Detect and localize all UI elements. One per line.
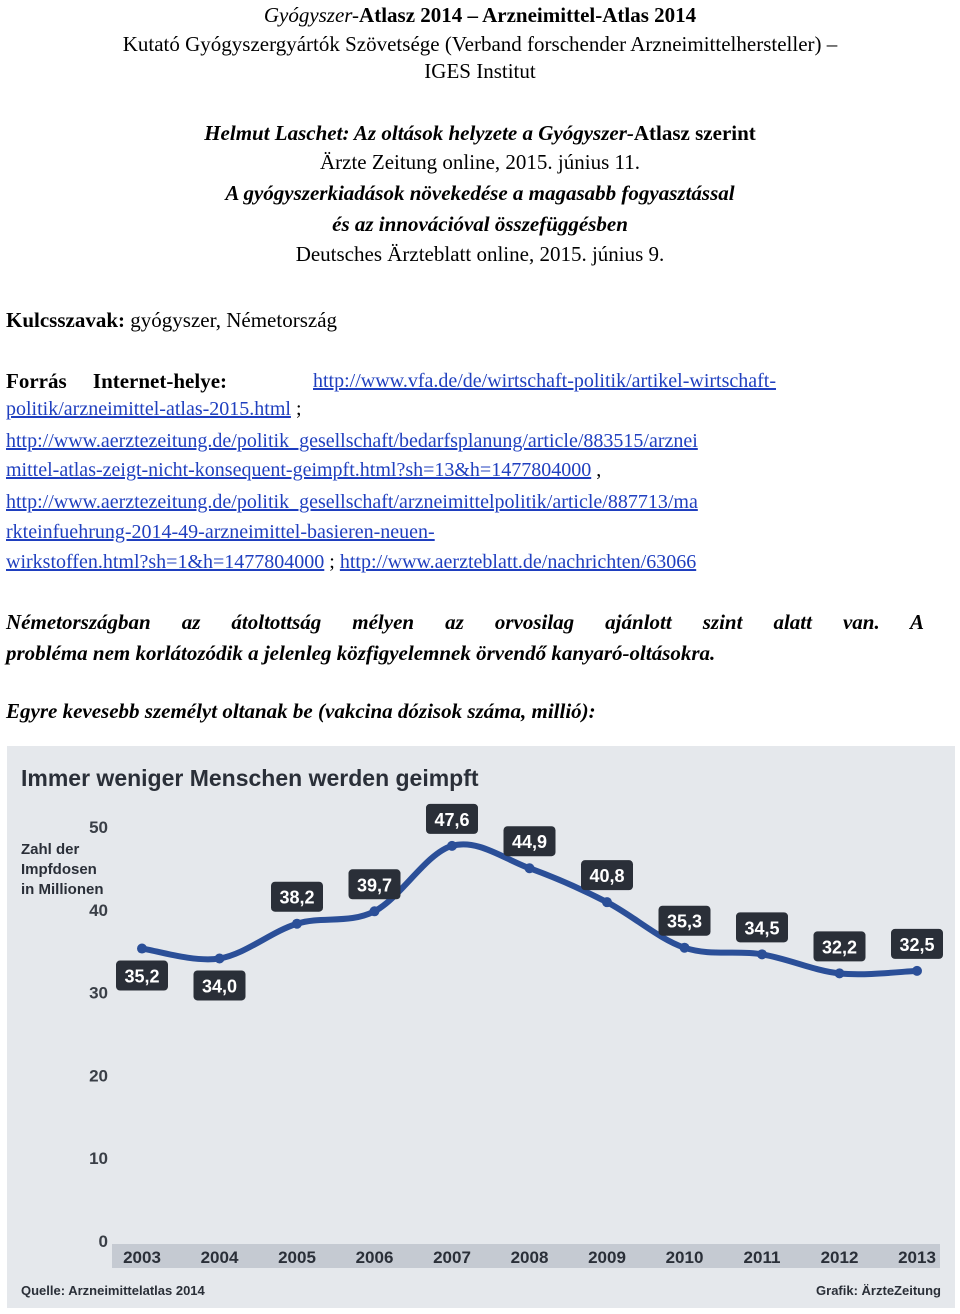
data-point-2011 (757, 949, 767, 959)
data-point-2004 (215, 953, 225, 963)
chart-credit: Grafik: ÄrzteZeitung (816, 1283, 941, 1298)
x-tick-label-2003: 2003 (123, 1248, 161, 1267)
data-label-2006: 39,7 (356, 875, 393, 896)
chart-svg (7, 746, 955, 1308)
article1-title-part2: Atlasz szerint (633, 121, 756, 145)
data-point-2007 (447, 841, 457, 851)
source-link-3-line3[interactable] (6, 549, 696, 575)
article1-title-part1: Helmut Laschet: Az oltások helyzete a Gyógyszer- (204, 121, 634, 145)
source-link-3c[interactable]: wirkstoffen.html?sh=1&h=1477804000 (6, 551, 325, 573)
x-tick-label-2010: 2010 (665, 1248, 704, 1267)
article2-title-line1: A gyógyszerkiadások növekedése a magasabb fogyasztással (225, 181, 735, 205)
chart-source-note: Quelle: Arzneimittelatlas 2014 (21, 1283, 205, 1298)
source-link-2-line2[interactable] (6, 457, 601, 483)
x-tick-label-2009: 2009 (588, 1248, 626, 1267)
y-tick-label-40: 40 (89, 900, 108, 920)
data-label-2007: 47,6 (434, 809, 470, 830)
data-label-2004: 34,0 (201, 976, 238, 997)
article1-source: Ärzte Zeitung online, 2015. június 11. (319, 150, 640, 174)
x-tick-label-2013: 2013 (898, 1248, 936, 1267)
separator-2: , (591, 459, 602, 481)
article2-source: Deutsches Ärzteblatt online, 2015. június 9. (295, 242, 665, 266)
keywords-value: gyógyszer, Németország (125, 308, 338, 332)
data-label-2010: 35,3 (666, 911, 703, 932)
data-label-2009: 40,8 (589, 866, 625, 887)
data-point-2006 (370, 906, 380, 916)
summary-line2: probléma nem korlátozódik a jelenleg közfigyelemnek örvendő kanyaró-oltásokra. (6, 641, 716, 665)
data-point-2003 (137, 944, 147, 954)
data-point-2009 (602, 897, 612, 907)
source-link-2a[interactable]: http://www.aerztezeitung.de/politik_gesellschaft/bedarfsplanung/article/883515/arznei (6, 430, 698, 452)
keywords (6, 307, 337, 333)
data-label-2013: 32,5 (899, 934, 935, 955)
y-tick-label-10: 10 (89, 1149, 108, 1169)
data-point-2010 (680, 943, 690, 953)
source-link-1a[interactable]: http://www.vfa.de/de/wirtschaft-politik/artikel-wirtschaft- (313, 370, 777, 392)
source-link-1b[interactable]: politik/arzneimittel-atlas-2015.html (6, 398, 291, 420)
data-label-2005: 38,2 (279, 887, 315, 908)
y-tick-label-20: 20 (89, 1066, 108, 1086)
data-label-2012: 32,2 (821, 937, 858, 958)
y-axis-label-line-1: Zahl der (21, 841, 80, 858)
y-axis-label-line-2: Impfdosen (21, 861, 97, 878)
data-label-2011: 34,5 (744, 918, 780, 939)
source-link-3b[interactable]: rkteinfuehrung-2014-49-arzneimittel-basieren-neuen- (6, 521, 435, 543)
source-label: Forrás Internet-helye: (6, 369, 228, 393)
separator-3: ; (324, 551, 340, 573)
source-link-3-line2[interactable] (6, 519, 435, 545)
figure-caption: Egyre kevesebb személyt oltanak be (vakcina dózisok száma, millió): (6, 699, 596, 723)
x-tick-label-2005: 2005 (278, 1248, 316, 1267)
atlas-title (0, 2, 960, 28)
data-point-2005 (292, 919, 302, 929)
atlas-title-part1: Gyógyszer- (263, 3, 360, 27)
chart-title: Immer weniger Menschen werden geimpft (21, 765, 479, 791)
x-tick-label-2012: 2012 (820, 1248, 859, 1267)
vaccination-chart (7, 746, 955, 1308)
source-link-3a[interactable]: http://www.aerztezeitung.de/politik_gesellschaft/arzneimittelpolitik/article/887713/ma (6, 491, 698, 513)
x-tick-label-2011: 2011 (743, 1248, 781, 1267)
separator-1: ; (290, 398, 302, 420)
source-link-4[interactable]: http://www.aerzteblatt.de/nachrichten/63066 (339, 551, 697, 573)
source-link-3-line1[interactable] (6, 489, 698, 515)
source-link-1-line2[interactable] (6, 396, 302, 422)
keywords-label: Kulcsszavak: (6, 308, 126, 332)
data-point-2012 (835, 968, 845, 978)
data-point-2013 (912, 966, 922, 976)
data-label-2008: 44,9 (511, 832, 548, 853)
data-label-2003: 35,2 (124, 966, 160, 987)
y-tick-label-50: 50 (89, 818, 108, 837)
article2-title-line2: és az innovációval összefüggésben (332, 212, 628, 236)
publisher-line: Kutató Gyógyszergyártók Szövetsége (Verband forschender Arzneimittelhersteller) – (122, 32, 838, 56)
source-link-1-line1[interactable] (313, 368, 776, 394)
y-axis-label-line-3: in Millionen (21, 881, 104, 898)
x-tick-label-2008: 2008 (510, 1248, 549, 1267)
x-tick-label-2004: 2004 (200, 1248, 239, 1267)
atlas-title-part2: Atlasz 2014 – Arzneimittel-Atlas 2014 (359, 3, 697, 27)
y-tick-label-0: 0 (98, 1232, 108, 1251)
x-tick-label-2006: 2006 (355, 1248, 394, 1267)
source-link-2-line1[interactable] (6, 428, 698, 454)
article1-title (0, 120, 960, 146)
x-tick-label-2007: 2007 (433, 1248, 471, 1267)
summary-line1: Németországban az átoltottság mélyen az orvosilag ajánlott szint alatt van. A (6, 610, 924, 634)
y-tick-label-30: 30 (89, 983, 108, 1003)
source-link-2b[interactable]: mittel-atlas-zeigt-nicht-konsequent-geimpft.html?sh=13&h=1477804000 (6, 459, 592, 481)
institute-line: IGES Institut (424, 59, 536, 83)
data-point-2008 (525, 863, 535, 873)
